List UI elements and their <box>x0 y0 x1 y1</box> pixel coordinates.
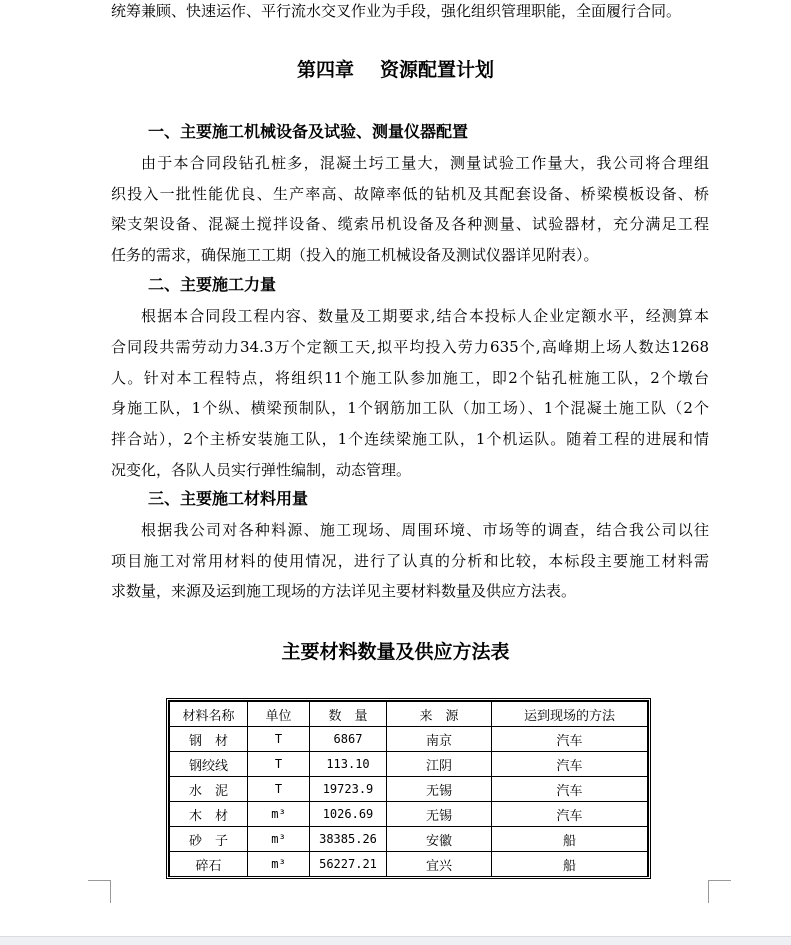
source: 无锡 <box>387 802 492 827</box>
quantity: 19723.9 <box>310 777 387 802</box>
source: 安徽 <box>387 827 492 852</box>
materials-table <box>166 698 651 879</box>
section-heading-1: 一、主要施工机械设备及试验、测量仪器配置 <box>148 122 469 141</box>
body-text-line: 统筹兼顾、快速运作、平行流水交叉作业为手段，强化组织管理职能，全面履行合同。 <box>111 2 682 20</box>
material-name: 水 泥 <box>170 777 248 802</box>
body-text-line: 求数量，来源及运到施工现场的方法详见主要材料数量及供应方法表。 <box>111 582 577 600</box>
quantity: 38385.26 <box>310 827 387 852</box>
header-cell: 材料名称 <box>170 702 248 727</box>
source: 江阴 <box>387 752 492 777</box>
table-header-row <box>170 702 648 727</box>
body-text-line: 拌合站），2个主桥安装施工队，1个连续梁施工队，1个机运队。随着工程的进展和情 <box>111 430 709 448</box>
chapter-title <box>0 56 791 84</box>
table-row <box>170 777 648 802</box>
body-text-line: 织投入一批性能优良、生产率高、故障率低的钻机及其配套设备、桥梁模板设备、桥 <box>111 185 709 203</box>
transport-method: 汽车 <box>492 727 648 752</box>
header-cell: 单位 <box>248 702 310 727</box>
page-corner-mark-left <box>88 880 111 903</box>
table-row <box>170 727 648 752</box>
transport-method: 汽车 <box>492 752 648 777</box>
body-text-line: 由于本合同段钻孔桩多，混凝土圬工量大，测量试验工作量大，我公司将合理组 <box>141 154 709 172</box>
table-row <box>170 752 648 777</box>
body-text-line: 项目施工对常用材料的使用情况，进行了认真的分析和比较，本标段主要施工材料需 <box>111 552 709 570</box>
unit: T <box>248 777 310 802</box>
material-name: 钢绞线 <box>170 752 248 777</box>
source: 南京 <box>387 727 492 752</box>
body-text-line: 身施工队，1个纵、横梁预制队，1个钢筋加工队（加工场）、1个混凝土施工队（2个 <box>111 399 709 417</box>
material-name: 钢 材 <box>170 727 248 752</box>
quantity: 6867 <box>310 727 387 752</box>
header-cell: 数 量 <box>310 702 387 727</box>
header-cell: 来 源 <box>387 702 492 727</box>
body-text-line: 人。针对本工程特点，将组织11个施工队参加施工，即2个钻孔桩施工队，2个墩台 <box>111 369 709 387</box>
body-text-line: 况变化，各队人员实行弹性编制，动态管理。 <box>111 461 412 479</box>
material-name: 木 材 <box>170 802 248 827</box>
header-cell: 运到现场的方法 <box>492 702 648 727</box>
material-name: 砂 子 <box>170 827 248 852</box>
page-corner-mark-right <box>708 880 731 903</box>
table-title: 主要材料数量及供应方法表 <box>281 641 510 663</box>
table-row <box>170 802 648 827</box>
unit: T <box>248 752 310 777</box>
transport-method: 汽车 <box>492 802 648 827</box>
transport-method: 船 <box>492 852 648 877</box>
quantity: 1026.69 <box>310 802 387 827</box>
quantity: 113.10 <box>310 752 387 777</box>
chapter-number: 第四章 <box>296 59 354 81</box>
unit: m³ <box>248 827 310 852</box>
body-text-line: 合同段共需劳动力34.3万个定额工天,拟平均投入劳力635个,高峰期上场人数达1268 <box>111 338 709 356</box>
section-heading-2: 二、主要施工力量 <box>148 275 277 294</box>
table-row <box>170 827 648 852</box>
source: 无锡 <box>387 777 492 802</box>
source: 宜兴 <box>387 852 492 877</box>
section-heading-3: 三、主要施工材料用量 <box>148 489 309 508</box>
quantity: 56227.21 <box>310 852 387 877</box>
unit: m³ <box>248 852 310 877</box>
material-name: 碎石 <box>170 852 248 877</box>
transport-method: 汽车 <box>492 777 648 802</box>
body-text-line: 根据我公司对各种料源、施工现场、周围环境、市场等的调查，结合我公司以往 <box>141 521 709 539</box>
unit: m³ <box>248 802 310 827</box>
unit: T <box>248 727 310 752</box>
body-text-line: 任务的需求，确保施工工期（投入的施工机械设备及测试仪器详见附表）。 <box>111 246 599 264</box>
body-text-line: 梁支架设备、混凝土搅拌设备、缆索吊机设备及各种测量、试验器材，充分满足工程 <box>111 215 709 233</box>
transport-method: 船 <box>492 827 648 852</box>
chapter-name: 资源配置计划 <box>380 59 495 81</box>
table-row <box>170 852 648 877</box>
body-text-line: 根据本合同段工程内容、数量及工期要求,结合本投标人企业定额水平，经测算本 <box>141 307 709 325</box>
